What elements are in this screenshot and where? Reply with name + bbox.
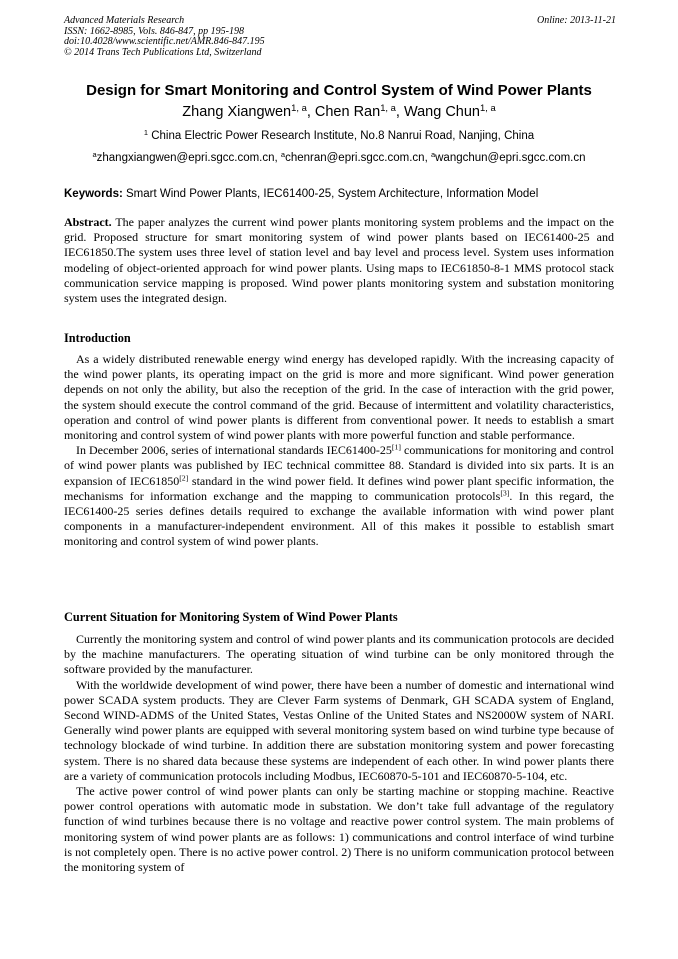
text-run: communications for monitoring and control of wind power plants was published by IEC technical committee 88. Standard is divided into six parts. It is an expansion of IEC61850 [64,443,614,488]
introduction-body [64,352,614,550]
author-affil-marker: 1, a [380,101,396,113]
issn: ISSN: 1662-8985, Vols. 846-847, pp 195-198 [64,25,244,37]
citation-ref[interactable]: [3] [500,488,510,498]
author-name: Zhang Xiangwen [182,104,292,120]
author-affil-marker: 1, a [480,101,496,113]
text-run: standard in the wind power field. It defines wind power plant specific information, the mechanisms for information exchange and the mapping to communication protocols [64,473,615,503]
journal-header [64,16,616,58]
email-list: $^a$zhangxiangwen@epri.sgcc.com.cn, $^a$chenran@epri.sgcc.com.cn, $^a$wangchun@epri.sgcc.com.cn [92,149,586,164]
text-run: . In this regard, the IEC61400-25 series defines details required to exchange the available information with wind power plant components in a manufacturer-independent environment. All of this makes it possible to establish smart monitoring and control system of wind power plants. [64,488,615,549]
journal-name: Advanced Materials Research [64,15,185,26]
author-name: Wang Chun [403,104,480,120]
section-heading-current-situation: Current Situation for Monitoring System of Wind Power Plants [64,610,398,624]
paragraph: With the worldwide development of wind power, there have been a number of domestic and international wind power SCADA system products. They are Clever Farm systems of Denmark, GH SCADA system of England, Second WIND-ADMS of the United States, Vestas Online of the United States and NS2000W system of NARI. Generally wind power plants are equipped with several monitoring system based on wind turbine type because of technology blockade of wind turbine. In addition there are substation monitoring system and power forecasting system. There is no shared data because these systems are independent of each other. In wind power plants there are a variety of communication protocols including Modbus, IEC60870-5-101 and IEC60870-5-104, etc. [64,677,614,783]
citation-ref[interactable]: [1] [391,442,402,452]
affiliation-marker: 1 [143,127,149,137]
text-run: In December 2006, series of international standards IEC61400-25 [76,443,392,458]
paragraph: The active power control of wind power plants can only be starting machine or stopping machine. Reactive power control operations with automatic mode in substation. We don’t take full advantage of the regulatory function of wind turbines because there is no voltage and reactive power control system. The main problems of monitoring system of wind power plants are as follows: 1) communications and control interface of wind turbine is not completely open. There is no active power control. 2) There is no uniform communication protocol between the monitoring system of [64,784,614,875]
email-link[interactable]: zhangxiangwen@epri.sgcc.com.cn [96,152,275,164]
keywords [64,188,624,200]
email-marker: a [430,149,436,159]
keywords-text: Smart Wind Power Plants, IEC61400-25, System Architecture, Information Model [126,188,539,200]
online-date: Online: 2013-11-21 [537,15,616,26]
doi: doi:10.4028/www.scientific.net/AMR.846-847.195 [64,36,265,47]
affiliation [30,127,648,142]
keywords-label: Keywords: [64,188,123,200]
paragraph: Currently the monitoring system and control of wind power plants and its communication protocols are decided by the machine manufacturers. The operating situation of wind turbine can be only monitored through the software provided by the manufacturer. [64,632,614,677]
copyright: © 2014 Trans Tech Publications Ltd, Switzerland [64,46,262,58]
email-link[interactable]: wangchun@epri.sgcc.com.cn [435,152,586,164]
abstract-label: Abstract. [64,215,112,229]
affiliation-text: China Electric Power Research Institute, No.8 Nanrui Road, Nanjing, China [151,130,535,142]
email-marker: a [280,149,286,159]
author-affil-marker: 1, a [291,101,307,113]
paragraph [64,443,614,549]
paper-title: Design for Smart Monitoring and Control System of Wind Power Plants [86,82,592,99]
paragraph: As a widely distributed renewable energy wind energy has developed rapidly. With the increasing capacity of the wind power plants, its operating impact on the grid is more and more significant. Wind power generation depends on not only the ability, but also the reception of the grid. In the case of interaction with the grid power, the system should execute the control command of the grid. Because of intermittent and volatility characteristics, operation and control of wind power plants is different from conventional power. It needs to establish a smart monitoring and control system of wind power plants with more powerful function and stable performance. [64,352,614,443]
abstract [64,215,614,306]
current-situation-body [64,632,614,875]
abstract-text: The paper analyzes the current wind power plants monitoring system problems and the impact on the grid. Proposed structure for smart monitoring system of wind power plants based on IEC61400-25 and IEC61850.The system uses three level of station level and bay level and process level. System uses information modeling of object-oriented approach for wind power plants. Using maps to IEC61850-8-1 MMS protocol stack communication service mapping is proposed. Wind power plants monitoring system and substation monitoring system uses the integrated design. [64,215,614,306]
section-heading-introduction: Introduction [64,331,131,345]
email-link[interactable]: chenran@epri.sgcc.com.cn [285,152,425,164]
author-name: Chen Ran [314,104,381,120]
citation-ref[interactable]: [2] [179,473,189,483]
author-list: Zhang Xiangwen$^{1, a}$, Chen Ran$^{1, a}$, Wang Chun$^{1, a}$ [182,101,496,120]
email-marker: a [92,149,97,159]
